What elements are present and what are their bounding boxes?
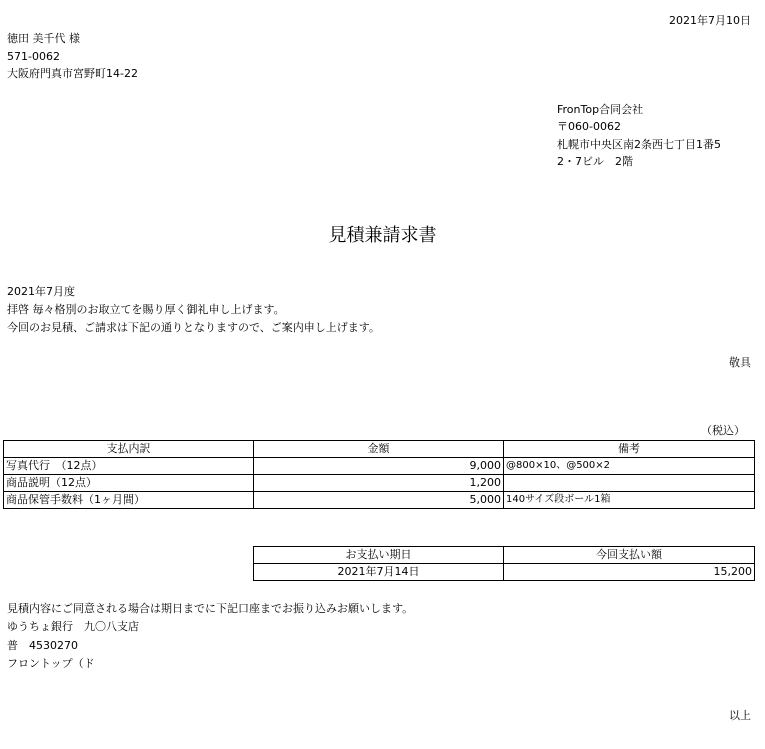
amount-cell: 5,000 xyxy=(254,492,504,509)
table-row xyxy=(4,492,755,509)
header-note: 備考 xyxy=(504,441,755,458)
greeting-line-2: 今回のお見積、ご請求は下記の通りとなりますので、ご案内申し上げます。 xyxy=(7,321,380,334)
end-mark: 以上 xyxy=(729,709,751,722)
amount-cell: 1,200 xyxy=(254,475,504,492)
amount-cell: 9,000 xyxy=(254,458,504,475)
payment-table xyxy=(253,546,755,581)
header-payment-amount: 今回支払い額 xyxy=(504,547,755,564)
recipient-postal: 571-0062 xyxy=(7,50,60,63)
note-cell: @800×10、@500×2 xyxy=(504,458,755,475)
closing-word: 敬具 xyxy=(729,356,751,369)
item-cell: 商品保管手数料（1ヶ月間） xyxy=(4,492,254,509)
bank-name: ゆうちょ銀行 九〇八支店 xyxy=(7,620,139,633)
header-item: 支払内訳 xyxy=(4,441,254,458)
document-title: 見積兼請求書 xyxy=(328,225,437,246)
recipient-address: 大阪府門真市宮野町14-22 xyxy=(7,67,138,80)
header-amount: 金額 xyxy=(254,441,504,458)
item-cell: 写真代行 （12点） xyxy=(4,458,254,475)
items-table xyxy=(3,440,755,509)
account-number: 普 4530270 xyxy=(7,639,78,652)
header-due-date: お支払い期日 xyxy=(254,547,504,564)
table-row xyxy=(254,564,755,581)
billing-period: 2021年7月度 xyxy=(7,285,75,298)
items-table-header xyxy=(4,441,755,458)
issue-date: 2021年7月10日 xyxy=(669,14,751,27)
recipient-name: 徳田 美千代 様 xyxy=(7,32,80,45)
table-row xyxy=(4,458,755,475)
note-cell xyxy=(504,475,755,492)
payment-amount-cell: 15,200 xyxy=(504,564,755,581)
table-row xyxy=(4,475,755,492)
greeting-line-1: 拝啓 毎々格別のお取立てを賜り厚く御礼申し上げます。 xyxy=(7,303,285,316)
due-date-cell: 2021年7月14日 xyxy=(254,564,504,581)
payment-table-header xyxy=(254,547,755,564)
sender-postal: 〒060-0062 xyxy=(557,120,621,133)
tax-note: （税込） xyxy=(701,424,745,437)
account-holder: フロントップ（ド xyxy=(7,657,95,670)
sender-address-2: 2・7ビル 2階 xyxy=(557,155,633,168)
item-cell: 商品説明（12点） xyxy=(4,475,254,492)
sender-company: FronTop合同会社 xyxy=(557,103,644,116)
sender-address-1: 札幌市中央区南2条西七丁目1番5 xyxy=(557,138,721,151)
note-cell: 140サイズ段ボール1箱 xyxy=(504,492,755,509)
payment-instruction: 見積内容にご同意される場合は期日までに下記口座までお振り込みお願いします。 xyxy=(7,602,414,615)
